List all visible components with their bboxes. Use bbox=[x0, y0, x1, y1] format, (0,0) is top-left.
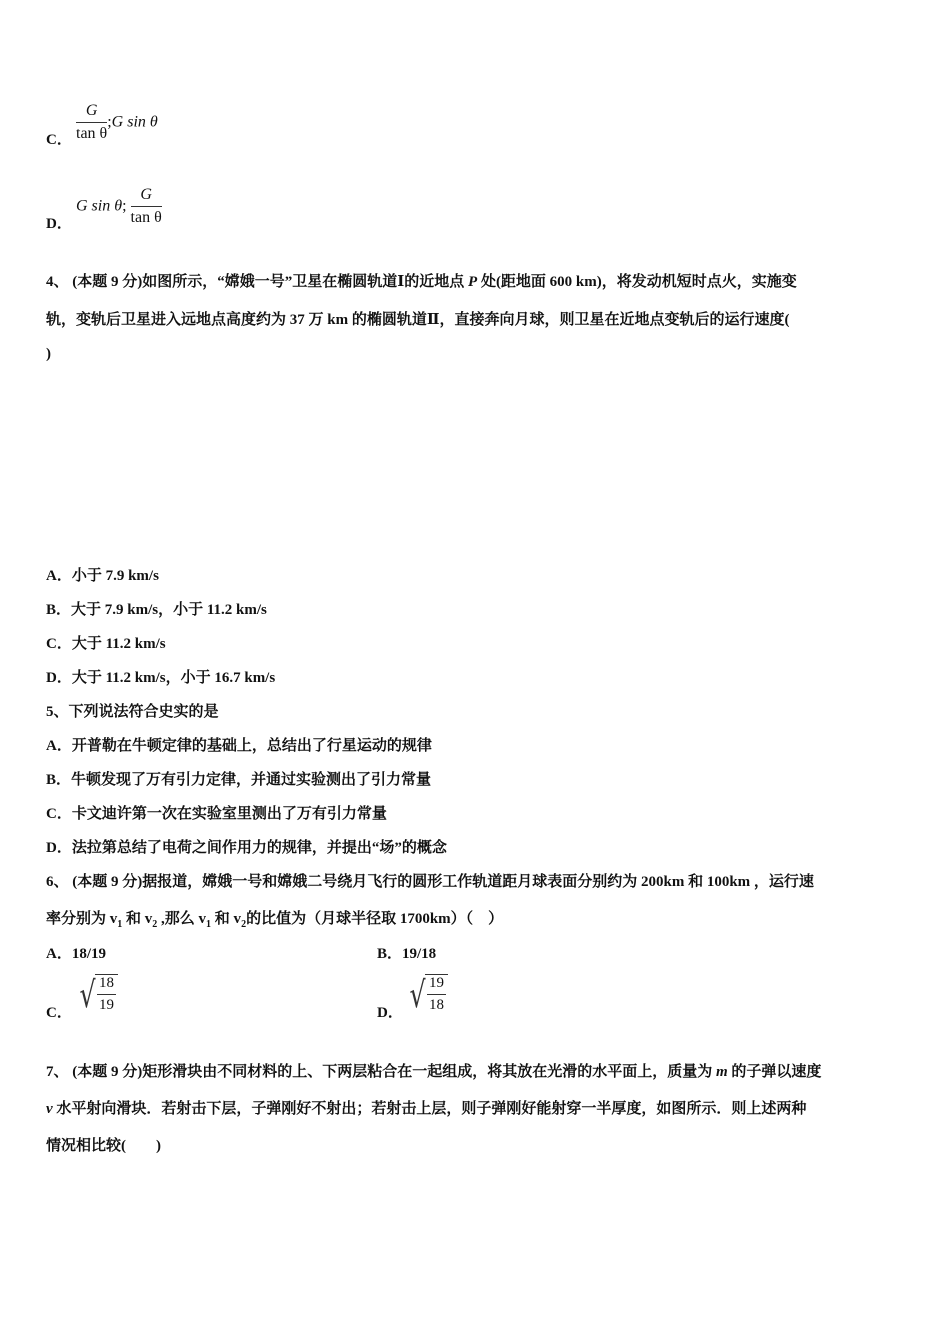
q6-option-c-label: C． bbox=[46, 1005, 72, 1021]
q7-stem-line3: 情况相比较( ) bbox=[46, 1138, 161, 1154]
q4-stem-line1: 4、 (本题 9 分)如图所示，“嫦娥一号”卫星在椭圆轨道Ⅰ的近地点 P 处(距地面 600 km)，将发动机短时点火，实施变 bbox=[46, 274, 797, 290]
q6-option-d-sqrt: √ $\frac{19}{18}$ bbox=[406, 974, 448, 1018]
fraction-denominator: tan θ bbox=[76, 125, 108, 142]
q6-option-c-sqrt: √ $\frac{18}{19}$ bbox=[76, 974, 118, 1018]
q3-option-c-label: C． bbox=[46, 132, 72, 148]
fraction-denominator: tan θ bbox=[130, 209, 162, 226]
q3-option-c-expression bbox=[76, 102, 158, 143]
q7-stem-line2: v 水平射向滑块．若射击下层，子弹刚好不射出；若射击上层，则子弹刚好能射穿一半厚度，如图所示．则上述两种 bbox=[46, 1101, 807, 1117]
fraction bbox=[76, 102, 107, 143]
q4-option-d: D．大于 11.2 km/s，小于 16.7 km/s bbox=[46, 670, 276, 686]
q6-option-b: B．19/18 bbox=[377, 946, 437, 962]
sqrt-sign-icon: √ bbox=[409, 975, 426, 1016]
fraction bbox=[131, 186, 162, 227]
q5-option-a: A．开普勒在牛顿定律的基础上，总结出了行星运动的规律 bbox=[46, 738, 432, 754]
q5-option-c: C．卡文迪许第一次在实验室里测出了万有引力常量 bbox=[46, 806, 387, 822]
q6-stem-line1: 6、 (本题 9 分)据报道，嫦娥一号和嫦娥二号绕月飞行的圆形工作轨道距月球表面分别约为 200km 和 100km ，运行速 bbox=[46, 874, 814, 890]
q6-option-d-label: D． bbox=[377, 1005, 403, 1021]
q4-stem-line3: ) bbox=[46, 346, 51, 362]
term: G sin θ bbox=[111, 113, 158, 131]
q6-stem-line2: 率分别为 $v_1$ 和 $v_2$ ,那么 $v_1$ 和 $v_2$的比值为（月球半径取 1700km）（ ） bbox=[46, 911, 504, 930]
q5-stem: 5、下列说法符合史实的是 bbox=[46, 704, 219, 720]
fraction-numerator: G bbox=[85, 102, 98, 119]
fraction-numerator: G bbox=[140, 186, 152, 203]
q4-option-c: C．大于 11.2 km/s bbox=[46, 636, 166, 652]
q5-option-d: D．法拉第总结了电荷之间作用力的规律，并提出“场”的概念 bbox=[46, 840, 447, 856]
q4-stem-line2: 轨，变轨后卫星进入远地点高度约为 37 万 km 的椭圆轨道Ⅱ，直接奔向月球，则卫星在近地点变轨后的运行速度( bbox=[46, 312, 790, 328]
q3-option-d-label: D． bbox=[46, 216, 72, 232]
q6-option-a: A．18/19 bbox=[46, 946, 107, 962]
q4-option-b: B．大于 7.9 km/s，小于 11.2 km/s bbox=[46, 602, 267, 618]
q7-stem-line1: 7、 (本题 9 分)矩形滑块由不同材料的上、下两层粘合在一起组成，将其放在光滑的水平面上，质量为 m 的子弹以速度 bbox=[46, 1064, 822, 1080]
q3-option-d-expression bbox=[76, 186, 162, 227]
q5-option-b: B．牛顿发现了万有引力定律，并通过实验测出了引力常量 bbox=[46, 772, 432, 788]
separator: ; bbox=[107, 113, 112, 131]
q4-figure-placeholder bbox=[46, 380, 906, 550]
term: G sin θ bbox=[76, 197, 123, 215]
separator: ; bbox=[122, 197, 127, 215]
sqrt-sign-icon: √ bbox=[79, 975, 96, 1016]
q4-option-a: A．小于 7.9 km/s bbox=[46, 568, 159, 584]
